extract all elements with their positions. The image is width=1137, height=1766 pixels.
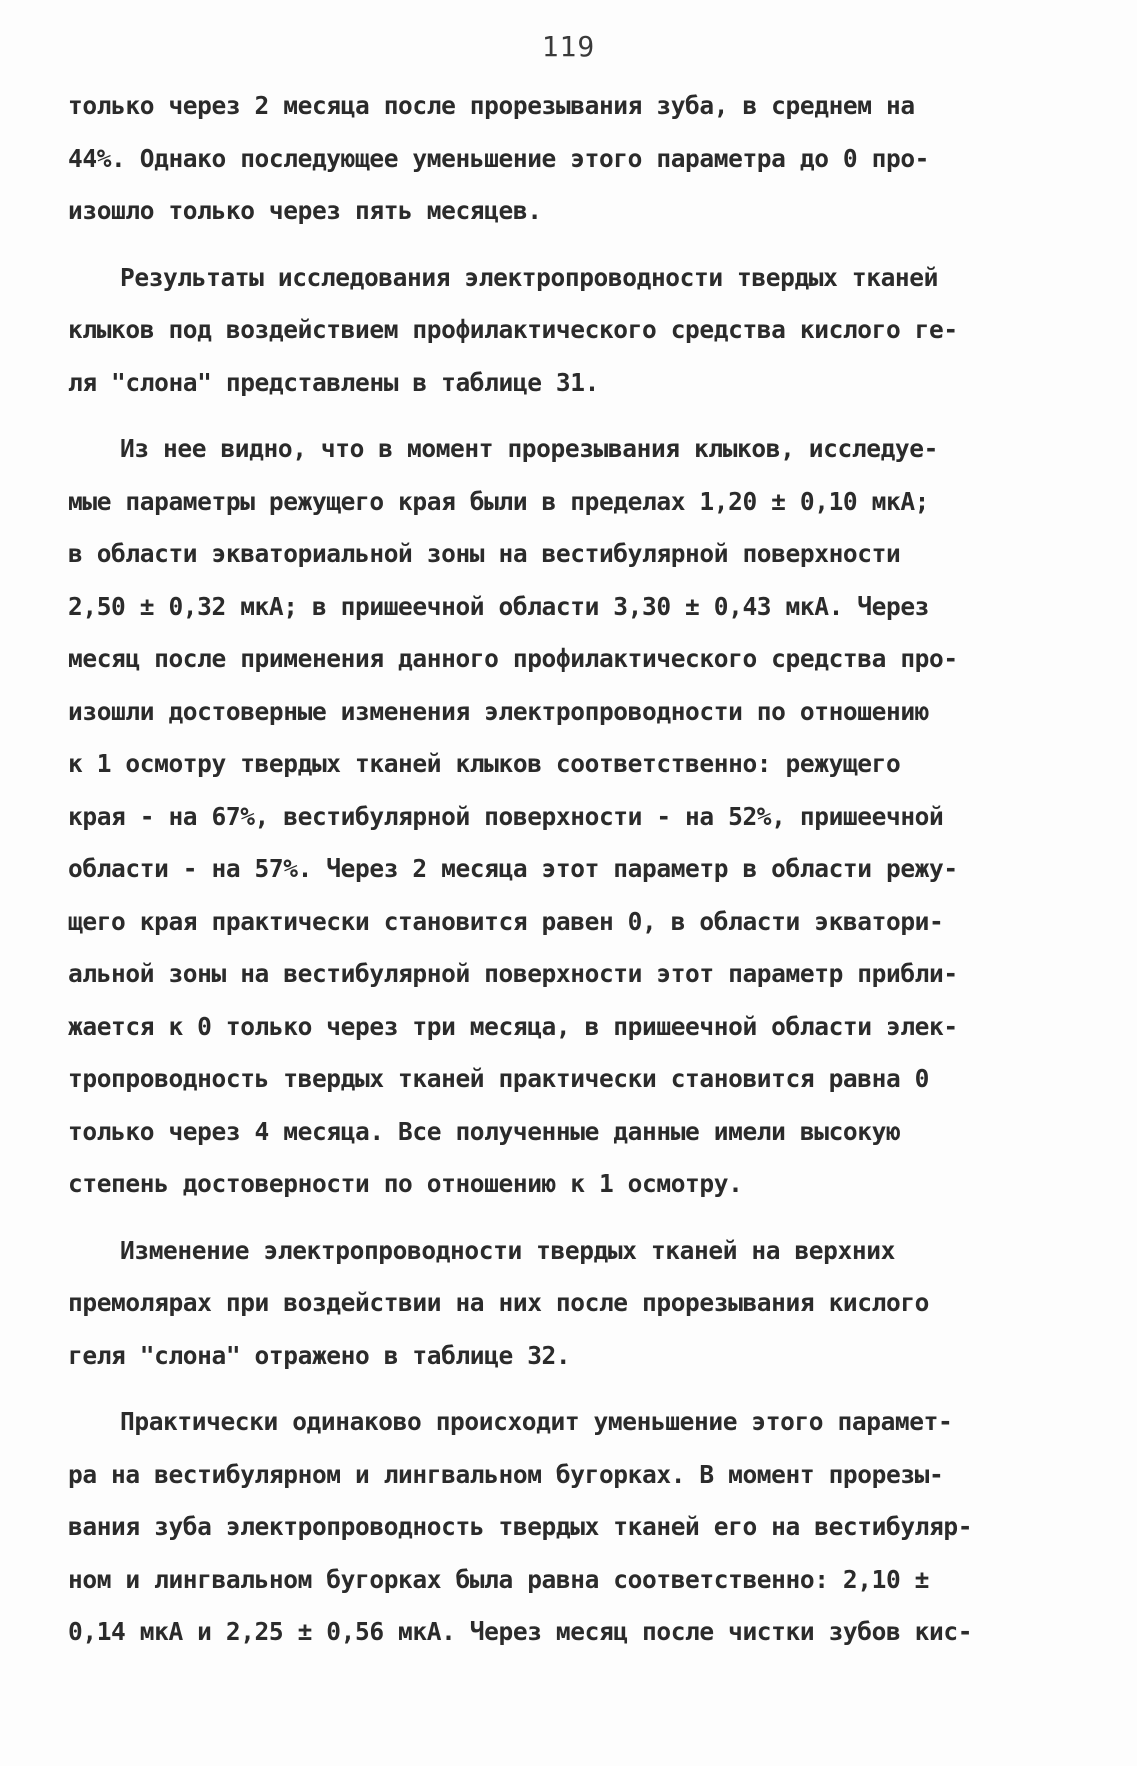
text-line: степень достоверности по отношению к 1 осмотру. xyxy=(68,1169,743,1198)
text-line: вания зуба электропроводность твердых тканей его на вестибуляр- xyxy=(68,1512,973,1541)
paragraph-1 xyxy=(68,80,1078,238)
text-line: области - на 57%. Через 2 месяца этот параметр в области режу- xyxy=(68,854,958,883)
paragraph-4 xyxy=(68,1225,1078,1383)
text-line: края - на 67%, вестибулярной поверхности - на 52%, пришеечной xyxy=(68,801,944,831)
text-line: жается к 0 только через три месяца, в пришеечной области элек- xyxy=(68,1011,958,1041)
text-line: к 1 осмотру твердых тканей клыков соответственно: режущего xyxy=(68,749,901,778)
text-line: клыков под воздействием профилактического средства кислого ге- xyxy=(68,315,958,344)
text-line: 2,50 ± 0,32 мкА; в пришеечной области 3,30 ± 0,43 мкА. Через xyxy=(68,591,930,621)
text-line: геля "слона" отражено в таблице 32. xyxy=(68,1340,571,1370)
body-text xyxy=(68,80,1078,1659)
text-line: изошли достоверные изменения электропроводности по отношению xyxy=(68,696,930,726)
text-line: Изменение электропроводности твердых тканей на верхних xyxy=(120,1235,895,1265)
text-line: ля "слона" представлены в таблице 31. xyxy=(68,367,599,397)
text-line: тропроводность твердых тканей практически становится равна 0 xyxy=(68,1064,930,1093)
text-line: ра на вестибулярном и лингвальном бугорках. В момент прорезы- xyxy=(68,1459,944,1489)
text-line: только через 2 месяца после прорезывания зуба, в среднем на xyxy=(68,91,915,120)
paragraph-2 xyxy=(68,252,1078,410)
text-line: ном и лингвальном бугорках была равна соответственно: 2,10 ± xyxy=(68,1564,930,1594)
text-line: 44%. Однако последующее уменьшение этого параметра до 0 про- xyxy=(68,143,930,173)
text-line: Результаты исследования электропроводности твердых тканей xyxy=(120,262,938,292)
paragraph-3 xyxy=(68,423,1078,1211)
paragraph-5 xyxy=(68,1396,1078,1659)
text-line: мые параметры режущего края были в пределах 1,20 ± 0,10 мкА; xyxy=(68,486,930,516)
text-line: в области экваториальной зоны на вестибулярной поверхности xyxy=(68,539,901,568)
page-number: 119 xyxy=(541,30,596,63)
text-line: Практически одинаково происходит уменьшение этого парамет- xyxy=(120,1407,953,1436)
text-line: щего края практически становится равен 0, в области экватори- xyxy=(68,906,944,936)
text-line: месяц после применения данного профилактического средства про- xyxy=(68,644,958,673)
text-line: 0,14 мкА и 2,25 ± 0,56 мкА. Через месяц после чистки зубов кис- xyxy=(68,1617,973,1646)
text-line: Из нее видно, что в момент прорезывания клыков, исследуе- xyxy=(120,434,938,463)
text-line: альной зоны на вестибулярной поверхности этот параметр прибли- xyxy=(68,959,958,988)
text-line: премолярах при воздействии на них после прорезывания кислого xyxy=(68,1288,930,1317)
text-line: только через 4 месяца. Все полученные данные имели высокую xyxy=(68,1116,901,1146)
text-line: изошло только через пять месяцев. xyxy=(68,196,542,225)
